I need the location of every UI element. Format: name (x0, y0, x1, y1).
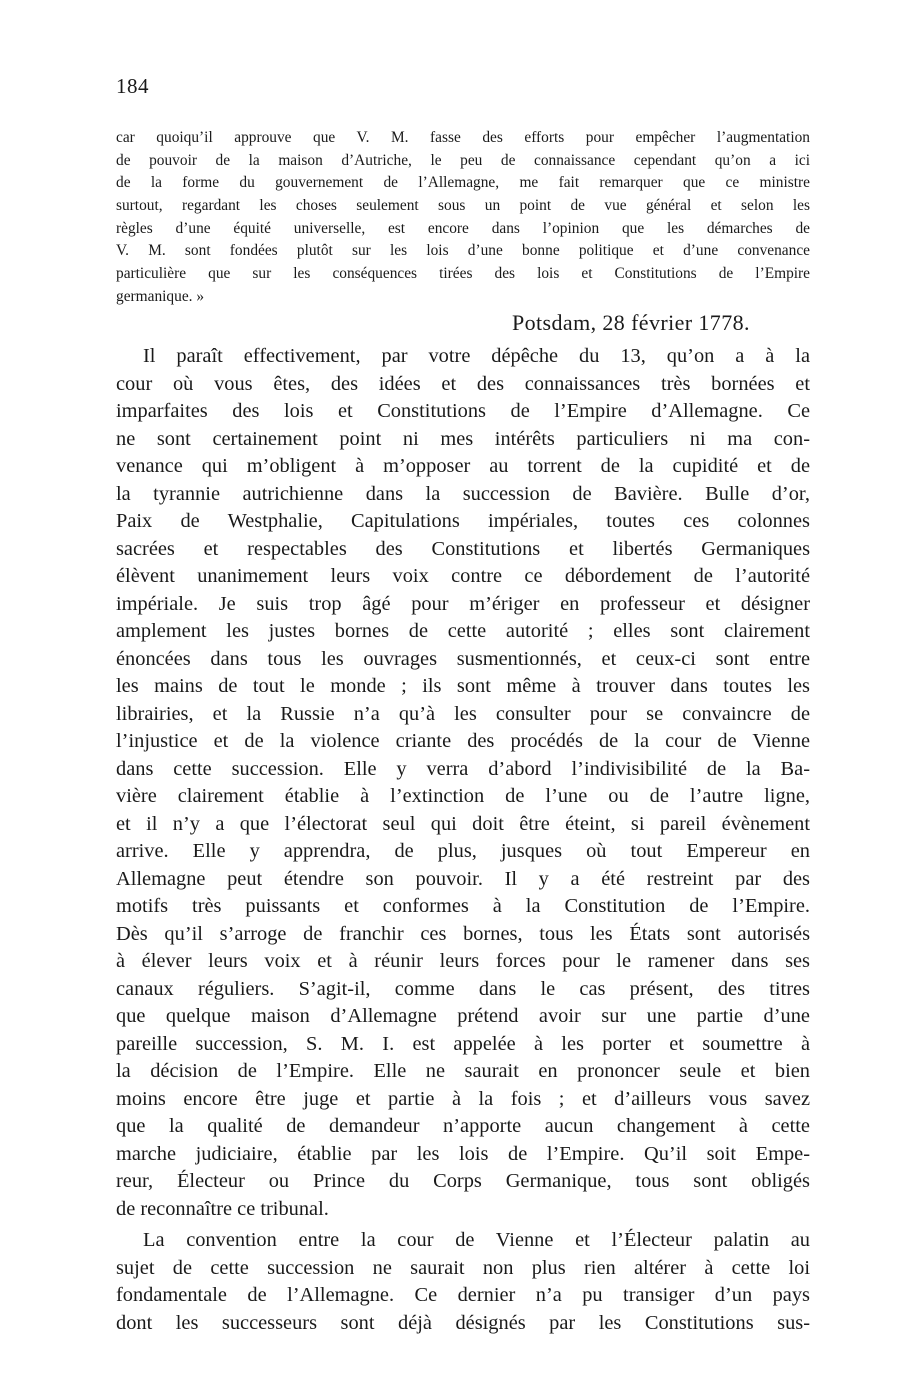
text-line: La convention entre la cour de Vienne et l’Électeur palatin au (143, 1229, 810, 1251)
text-line: que la qualité de demandeur n’apporte aucun changement à cette (116, 1115, 810, 1137)
text-line: les mains de tout le monde ; ils sont même à trouver dans toutes les (116, 675, 810, 697)
text-line: amplement les justes bornes de cette autorité ; elles sont clairement (116, 620, 810, 642)
text-line: Il paraît effectivement, par votre dépêche du 13, qu’on a à la (143, 345, 810, 367)
text-line: pareille succession, S. M. I. est appelée à les porter et soumettre à (116, 1032, 810, 1055)
text-line: l’injustice et de la violence criante des procédés de la cour de Vienne (116, 730, 810, 752)
quote-line: particulière que sur les conséquences tirées des lois et Constitutions de l’Empire (116, 265, 810, 283)
page-number: 184 (116, 74, 149, 98)
text-line: fondamentale de l’Allemagne. Ce dernier n’a pu transiger d’un pays (116, 1284, 810, 1306)
paragraph-2 (116, 1227, 810, 1337)
text-line: venance qui m’obligent à m’opposer au torrent de la cupidité et de (116, 455, 810, 477)
quote-line: V. M. sont fondées plutôt sur les lois d’une bonne politique et d’une convenance (116, 242, 810, 260)
text-line: cour où vous êtes, des idées et des connaissances très bornées et (116, 372, 810, 395)
quote-line: règles d’une équité universelle, est encore dans l’opinion que les démarches de (116, 219, 810, 237)
text-line: impériale. Je suis trop âgé pour m’ériger en professeur et désigner (116, 592, 810, 615)
quoted-dispatch-excerpt (116, 127, 810, 309)
text-line: la décision de l’Empire. Elle ne saurait en prononcer seule et bien (116, 1060, 810, 1082)
text-line: sacrées et respectables des Constitutions et libertés Germaniques (116, 537, 810, 560)
text-line: énoncées dans tous les ouvrages susmentionnés, et ceux-ci sont entre (116, 647, 810, 670)
quote-line: car quoiqu’il approuve que V. M. fasse des efforts pour empêcher l’augmentation (116, 129, 810, 146)
quote-line: de pouvoir de la maison d’Autriche, le peu de connaissance cependant qu’on a ici (116, 151, 810, 169)
text-line: à élever leurs voix et à réunir leurs forces pour le ramener dans ses (116, 950, 810, 972)
text-line: dans cette succession. Elle y verra d’abord l’indivisibilité de la Ba- (116, 757, 810, 780)
quote-line: de la forme du gouvernement de l’Allemagne, me fait remarquer que ce ministre (116, 174, 810, 192)
text-line: Paix de Westphalie, Capitulations impériales, toutes ces colonnes (116, 510, 810, 532)
quote-line: germanique. » (116, 287, 205, 305)
quote-line: surtout, regardant les choses seulement sous un point de vue général et selon les (116, 197, 810, 215)
text-line: marche judiciaire, établie par les lois de l’Empire. Qu’il soit Empe- (116, 1142, 810, 1165)
text-line: dont les successeurs sont déjà désignés par les Constitutions sus- (116, 1311, 810, 1334)
text-line: de reconnaître ce tribunal. (116, 1197, 329, 1220)
paragraph-1 (116, 343, 810, 1223)
text-line: arrive. Elle y apprendra, de plus, jusques où tout Empereur en (116, 840, 810, 862)
text-line: la tyrannie autrichienne dans la succession de Bavière. Bulle d’or, (116, 482, 810, 505)
text-line: et il n’y a que l’électorat seul qui doit être éteint, si pareil évènement (116, 812, 810, 835)
letter-body (116, 343, 810, 1337)
text-line: moins encore être juge et partie à la fois ; et d’ailleurs vous savez (116, 1087, 810, 1110)
text-line: Allemagne peut étendre son pouvoir. Il y a été restreint par des (116, 867, 810, 890)
letter-dateline: Potsdam, 28 février 1778. (512, 310, 750, 335)
text-line: reur, Électeur ou Prince du Corps Germanique, tous sont obligés (116, 1170, 810, 1192)
text-line: motifs très puissants et conformes à la Constitution de l’Empire. (116, 895, 810, 917)
text-line: ne sont certainement point ni mes intérêts particuliers ni ma con- (116, 427, 810, 450)
text-line: librairies, et la Russie n’a qu’à les consulter pour se convaincre de (116, 702, 810, 725)
text-line: vière clairement établie à l’extinction de l’une ou de l’autre ligne, (116, 785, 810, 807)
text-line: que quelque maison d’Allemagne prétend avoir sur une partie d’une (116, 1005, 810, 1027)
text-line: élèvent unanimement leurs voix contre ce débordement de l’autorité (116, 565, 810, 587)
text-line: canaux réguliers. S’agit-il, comme dans le cas présent, des titres (116, 977, 810, 1000)
text-line: sujet de cette succession ne saurait non plus rien altérer à cette loi (116, 1256, 810, 1279)
text-line: imparfaites des lois et Constitutions de l’Empire d’Allemagne. Ce (116, 400, 810, 422)
text-line: Dès qu’il s’arroge de franchir ces bornes, tous les États sont autorisés (116, 922, 810, 945)
